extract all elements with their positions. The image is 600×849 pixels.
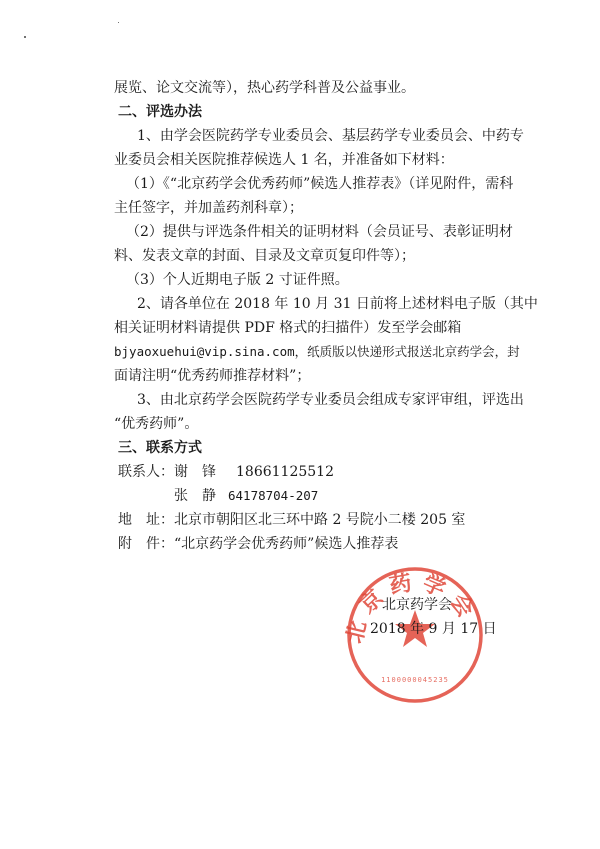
svg-text:1100000045235: 1100000045235 xyxy=(381,676,449,684)
body-line-7: （2）提供与评选条件相关的证明材料（会员证号、表彰证明材 xyxy=(126,224,513,240)
signature-organization: 北京药学会 xyxy=(382,597,452,613)
body-line-11: 相关证明材料请提供 PDF 格式的扫描件）发至学会邮箱 xyxy=(114,320,462,336)
signature-date: 2018 年 9 月 17 日 xyxy=(370,621,497,637)
contact-person-2-name: 张 静 xyxy=(174,488,216,504)
address-row xyxy=(118,511,465,529)
attachment-label: 附 件： xyxy=(118,536,174,552)
body-line-13: 面请注明“优秀药师推荐材料”； xyxy=(114,368,311,384)
body-line-1: 展览、论文交流等），热心药学科普及公益事业。 xyxy=(114,80,415,96)
scan-speck xyxy=(24,36,26,38)
body-line-5: （1）《“北京药学会优秀药师”候选人推荐表》（详见附件，需科 xyxy=(126,176,514,192)
contact-person-1-name: 谢 锋 xyxy=(174,464,216,480)
attachment-value: “北京药学会优秀药师”候选人推荐表 xyxy=(174,536,399,552)
body-line-3: 1、由学会医院药学专业委员会、基层药学专业委员会、中药专 xyxy=(137,128,524,144)
body-line-14: 3、由北京药学会医院药学专业委员会组成专家评审组，评选出 xyxy=(137,392,524,408)
address-value: 北京市朝阳区北三环中路 2 号院小二楼 205 室 xyxy=(174,512,466,528)
attachment-row xyxy=(118,535,398,553)
body-line-15: “优秀药师”。 xyxy=(114,416,199,432)
address-label: 地 址： xyxy=(118,512,174,528)
body-line-8: 料、发表文章的封面、目录及文章页复印件等）； xyxy=(114,248,415,264)
body-line-6: 主任签字，并加盖药剂科章）； xyxy=(114,200,303,216)
svg-text:北京药学会: 北京药学会 xyxy=(341,568,484,646)
section-heading-contact: 三、联系方式 xyxy=(118,440,202,456)
section-heading-evaluation: 二、评选办法 xyxy=(118,104,202,120)
contact-person-1-phone: 18661125512 xyxy=(236,464,334,480)
body-line-12: bjyaoxuehui@vip.sina.com，纸质版以快递形式报送北京药学会，封 xyxy=(114,344,520,359)
body-line-4: 业委员会相关医院推荐候选人 1 名，并准备如下材料： xyxy=(114,152,454,168)
contact-row-2 xyxy=(174,487,318,505)
contact-label: 联系人： xyxy=(118,464,174,480)
contact-person-2-phone: 64178704-207 xyxy=(228,488,319,503)
contact-row-1 xyxy=(118,463,334,481)
body-line-10: 2、请各单位在 2018 年 10 月 31 日前将上述材料电子版（其中 xyxy=(137,296,538,312)
body-line-9: （3）个人近期电子版 2 寸证件照。 xyxy=(126,272,349,288)
scan-speck xyxy=(118,22,119,23)
